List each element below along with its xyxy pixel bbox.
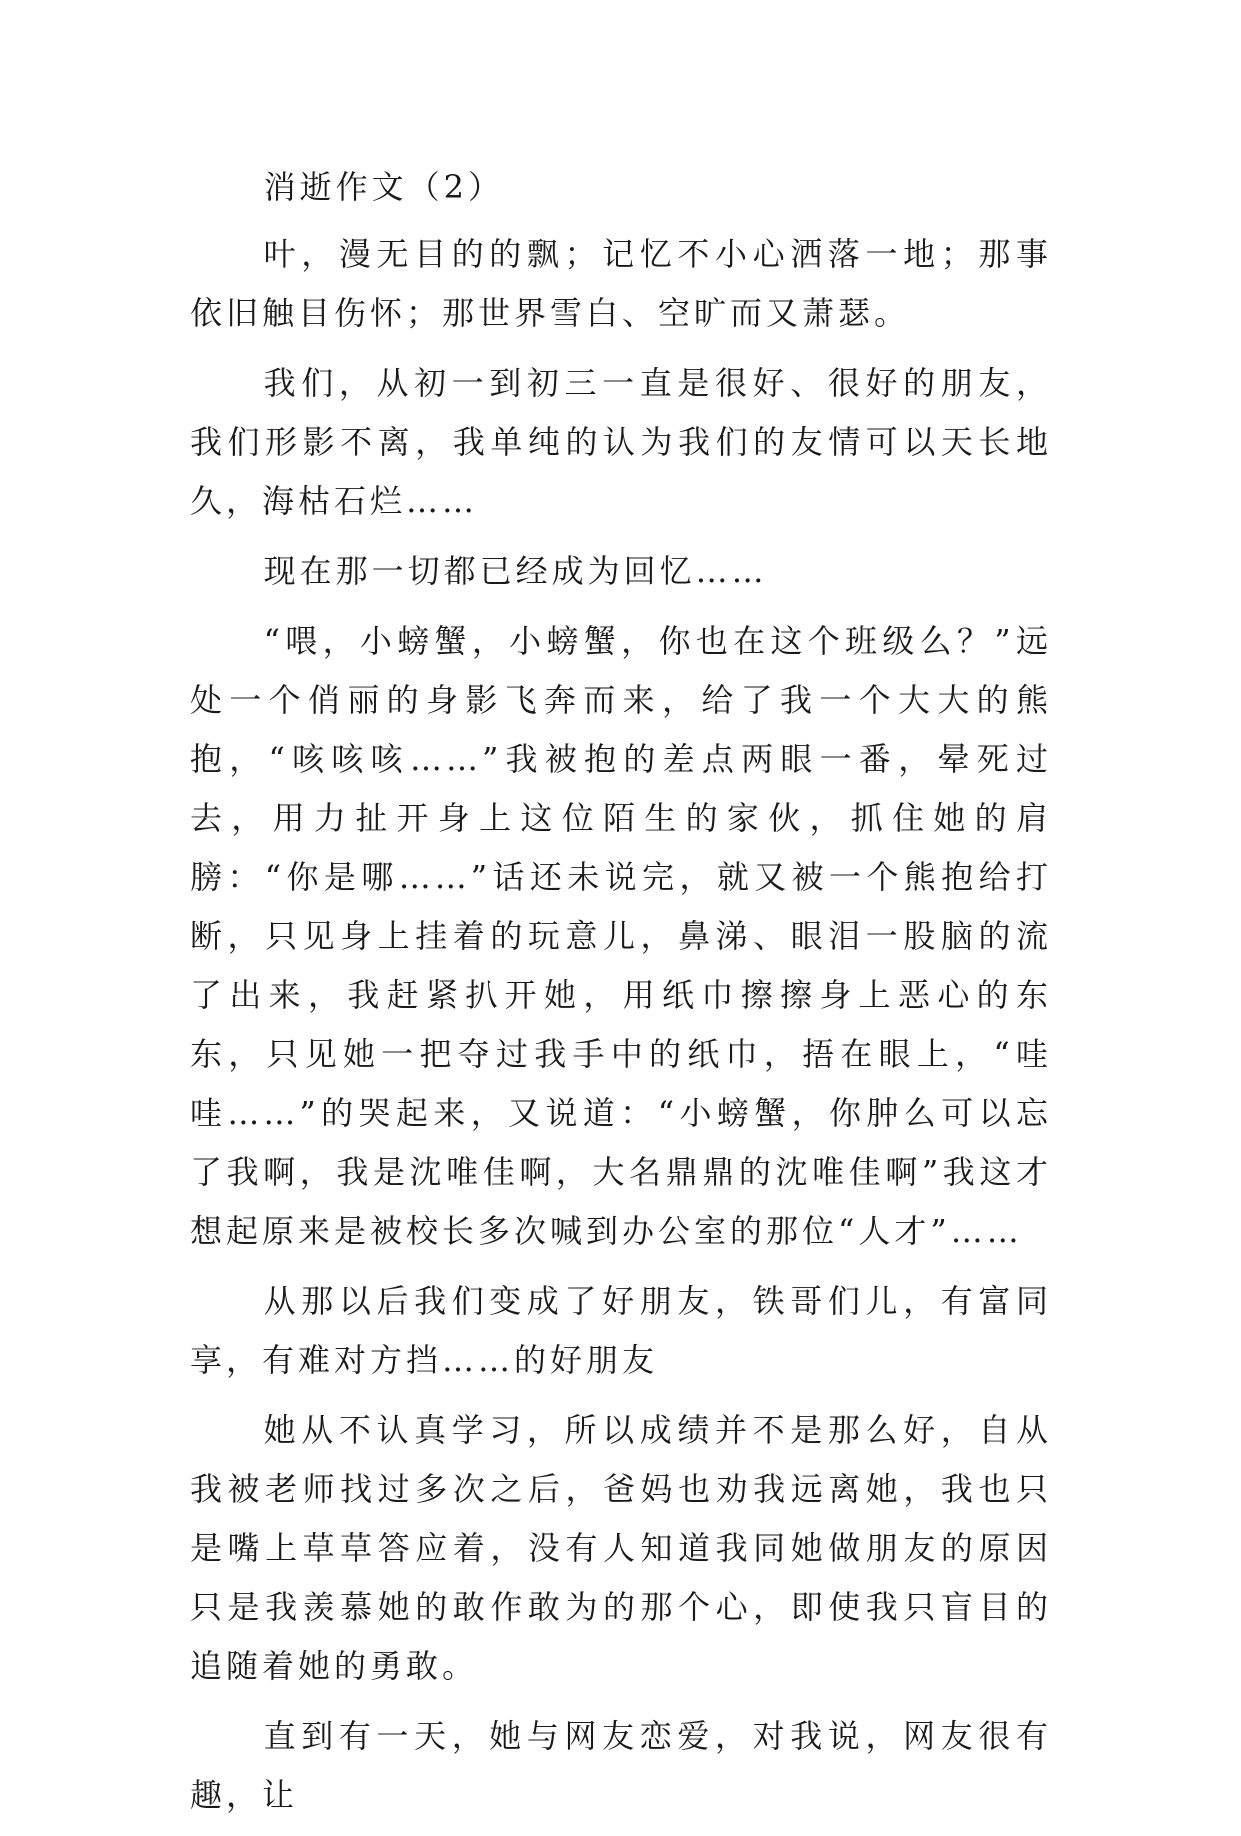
paragraph: 从那以后我们变成了好朋友，铁哥们儿，有富同享，有难对方挡……的好朋友 xyxy=(190,1282,1052,1379)
paragraph: 叶，漫无目的的飘；记忆不小心洒落一地；那事依旧触目伤怀；那世界雪白、空旷而又萧瑟。 xyxy=(190,235,1052,332)
paragraph: 我们，从初一到初三一直是很好、很好的朋友，我们形影不离，我单纯的认为我们的友情可以天长地久，海枯石烂…… xyxy=(190,364,1052,520)
paragraph: 现在那一切都已经成为回忆…… xyxy=(263,552,768,590)
paragraph: “喂，小螃蟹，小螃蟹，你也在这个班级么？”远处一个俏丽的身影飞奔而来，给了我一个大大的熊抱，“咳咳咳……”我被抱的差点两眼一番，晕死过去，用力扯开身上这位陌生的家伙，抓住她的肩膀：“你是哪……”话还未说完，就又被一个熊抱给打断，只见身上挂着的玩意儿，鼻涕、眼泪一股脑的流了出来，我赶紧扒开她，用纸巾擦擦身上恶心的东东，只见她一把夺过我手中的纸巾，捂在眼上，“哇哇……”的哭起来，又说道：“小螃蟹，你肿么可以忘了我啊，我是沈唯佳啊，大名鼎鼎的沈唯佳啊”我这才想起原来是被校长多次喊到办公室的那位“人才”…… xyxy=(190,622,1052,1250)
document-body xyxy=(190,158,1052,1836)
paragraph: 直到有一天，她与网友恋爱，对我说，网友很有趣，让 xyxy=(190,1717,1052,1814)
paragraph: 她从不认真学习，所以成绩并不是那么好，自从我被老师找过多次之后，爸妈也劝我远离她，我也只是嘴上草草答应着，没有人知道我同她做朋友的原因只是我羡慕她的敢作敢为的那个心，即使我只盲目的追随着她的勇敢。 xyxy=(190,1411,1052,1685)
document-title: 消逝作文（2） xyxy=(263,168,504,206)
